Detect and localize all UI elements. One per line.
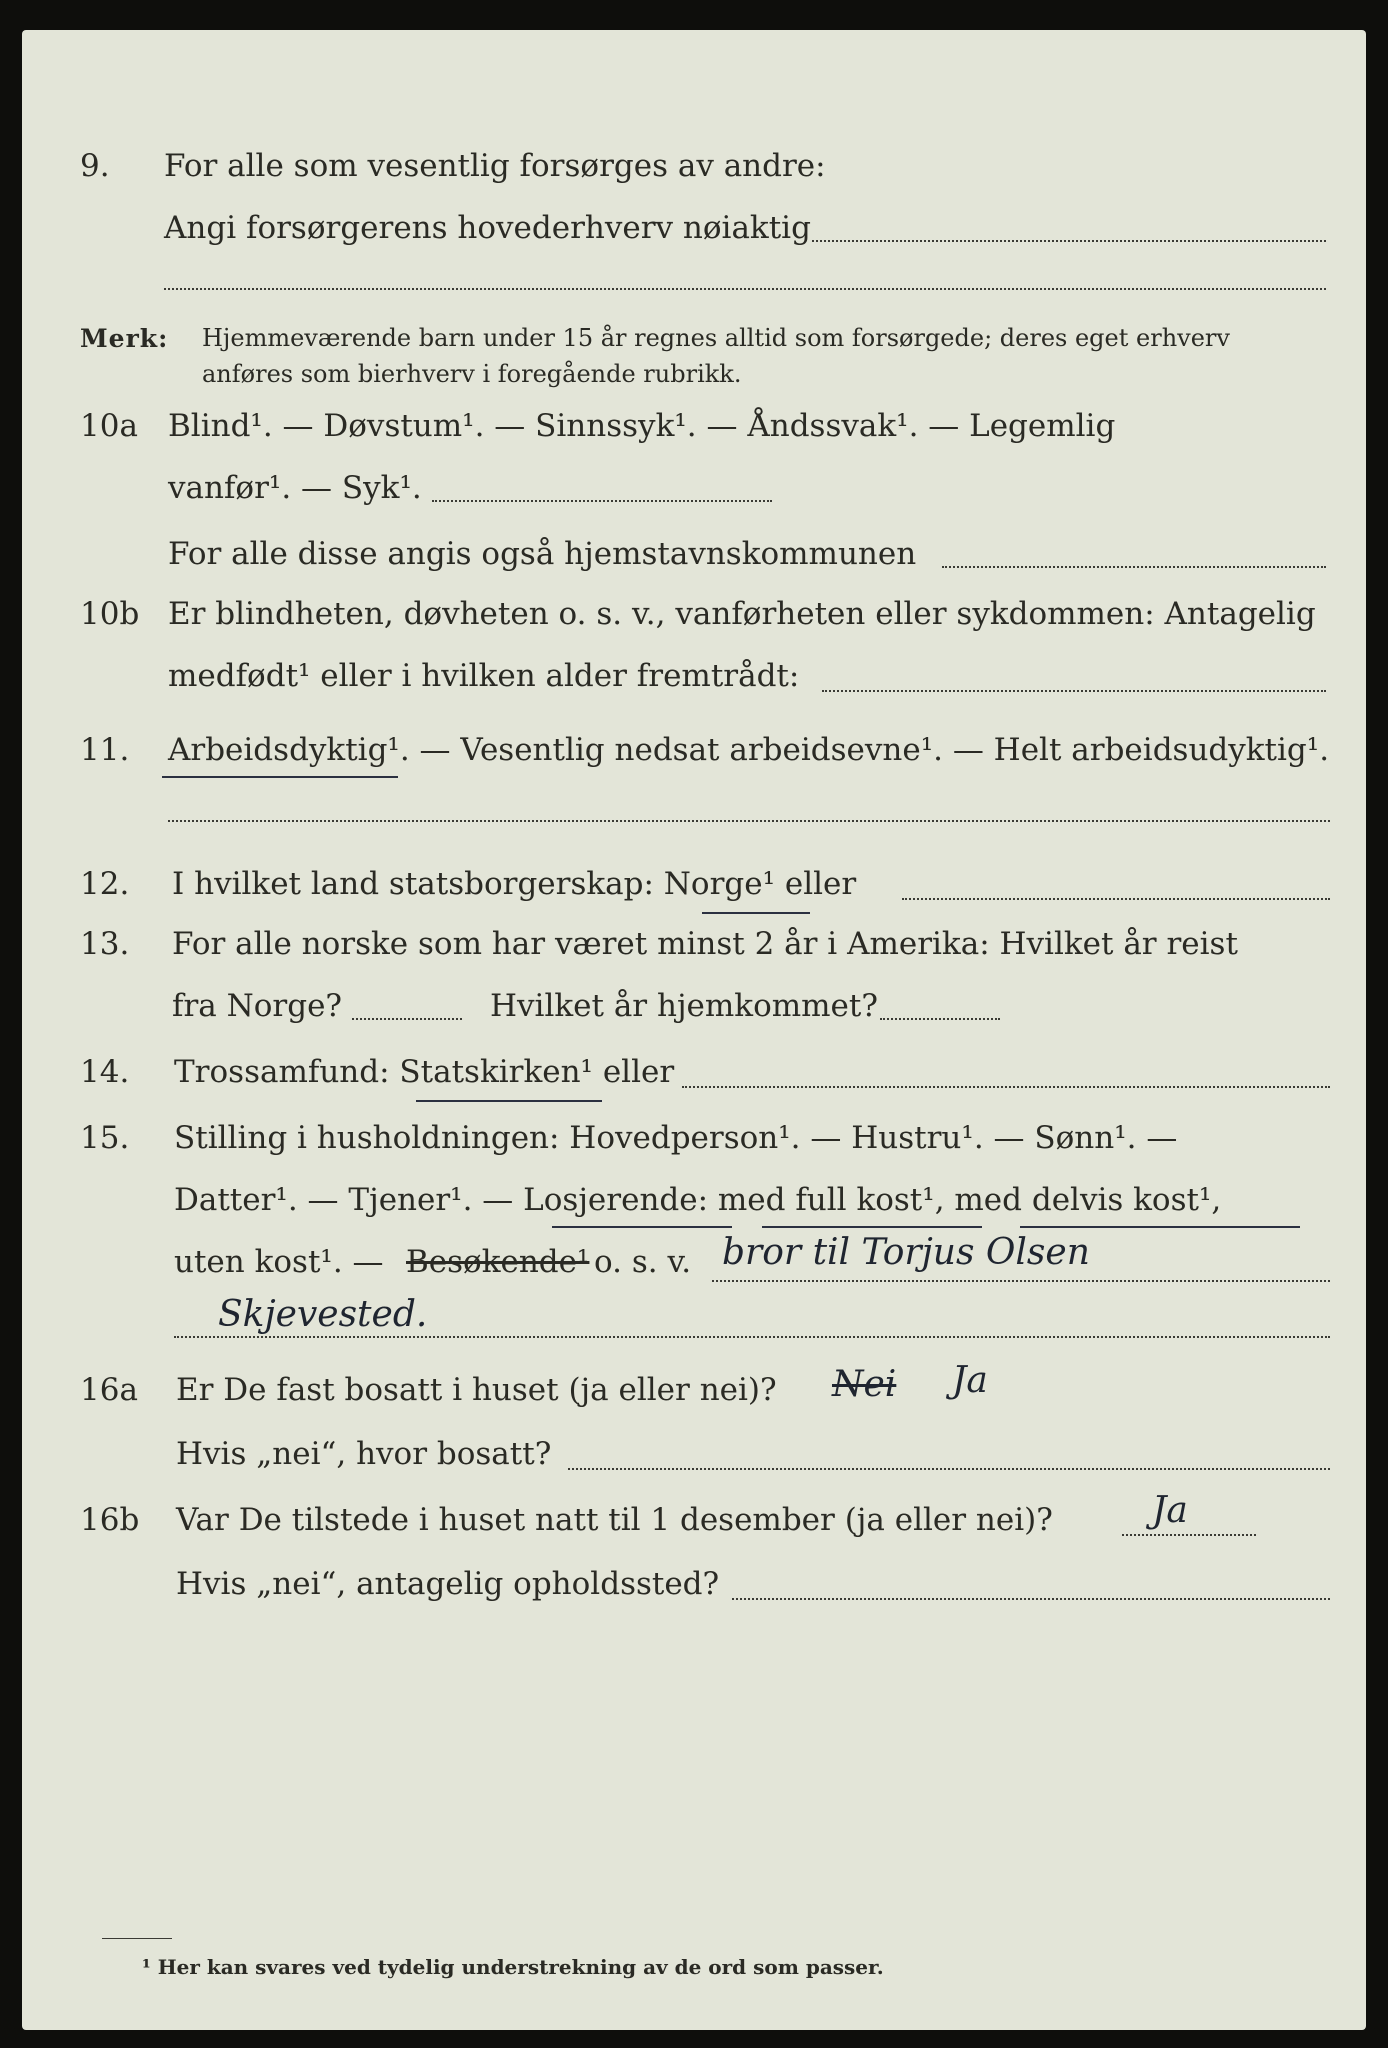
question-text: I hvilket land statsborgerskap: Norge¹ eller [172,866,857,902]
question-number: 10a [80,408,138,444]
question-text: For alle disse angis også hjemstavnskommunen [168,536,917,572]
answer-line[interactable] [942,566,1326,568]
note-text: anføres som bierhverv i foregående rubrikk. [202,360,742,388]
handwritten-answer: Ja [1152,1490,1188,1531]
handwritten-answer: bror til Torjus Olsen [722,1232,1090,1273]
question-text: For alle som vesentlig forsørges av andre: [164,148,826,184]
note-text: Hjemmeværende barn under 15 år regnes alltid som forsørgede; deres eget erhverv [202,324,1230,352]
question-number: 9. [80,148,110,184]
question-text: uten kost¹. — [174,1244,384,1280]
answer-line[interactable] [174,1336,1330,1338]
question-text: Blind¹. — Døvstum¹. — Sinnssyk¹. — Åndssvak¹. — Legemlig [168,408,1116,444]
answer-line[interactable] [822,690,1326,692]
handwritten-underline [416,1100,602,1102]
handwritten-underline [162,776,398,778]
note-label: Merk: [80,324,169,353]
question-text: Er De fast bosatt i huset (ja eller nei)? [176,1372,777,1408]
question-number: 13. [80,926,130,962]
question-text: medfødt¹ eller i hvilken alder fremtrådt: [168,658,800,694]
handwritten-underline [762,1226,982,1228]
handwritten-answer: Skjevested. [218,1294,428,1335]
question-number: 10b [80,596,140,632]
question-number: 12. [80,866,130,902]
answer-line[interactable] [880,1018,1000,1020]
handwritten-answer-struck: Nei [832,1364,897,1405]
question-text: Datter¹. — Tjener¹. — Losjerende: med full kost¹, med delvis kost¹, [174,1182,1222,1218]
answer-line[interactable] [352,1018,462,1020]
question-text: Hvis „nei“, antagelig opholdssted? [176,1566,720,1602]
answer-line[interactable] [682,1086,1330,1088]
question-text: Hvis „nei“, hvor bosatt? [176,1436,552,1472]
question-number: 16a [80,1372,138,1408]
question-text: vanfør¹. — Syk¹. [168,470,422,506]
question-text: Hvilket år hjemkommet? [490,988,878,1024]
census-form-page [22,30,1366,2030]
question-text: Angi forsørgerens hovederhverv nøiaktig [164,210,811,246]
answer-line[interactable] [168,820,1330,822]
handwritten-underline [702,912,810,914]
question-text: Stilling i husholdningen: Hovedperson¹. — Hustru¹. — Sønn¹. — [174,1120,1178,1156]
handwritten-answer: Ja [952,1360,988,1401]
question-text: fra Norge? [172,988,343,1024]
answer-line[interactable] [902,898,1330,900]
answer-line[interactable] [432,500,772,502]
question-number: 14. [80,1054,130,1090]
question-number: 16b [80,1502,140,1538]
answer-line[interactable] [712,1280,1330,1282]
answer-line[interactable] [1122,1534,1256,1536]
question-text: For alle norske som har været minst 2 år i Amerika: Hvilket år reist [172,926,1238,962]
question-number: 15. [80,1120,130,1156]
answer-line[interactable] [568,1468,1330,1470]
question-text: Trossamfund: Statskirken¹ eller [174,1054,675,1090]
handwritten-underline [552,1226,732,1228]
answer-line[interactable] [732,1598,1330,1600]
question-text: Var De tilstede i huset natt til 1 desember (ja eller nei)? [176,1502,1053,1538]
answer-line[interactable] [812,240,1326,242]
question-text-struck: Besøkende¹ [406,1244,590,1280]
answer-line[interactable] [164,288,1326,290]
footnote: ¹ Her kan svares ved tydelig understrekning av de ord som passer. [142,1955,884,1979]
handwritten-underline [1020,1226,1300,1228]
question-text: Er blindheten, døvheten o. s. v., vanførheten eller sykdommen: Antagelig [168,596,1316,632]
question-text: o. s. v. [594,1244,692,1280]
footnote-divider [102,1938,172,1939]
question-number: 11. [80,732,130,768]
question-text: Arbeidsdyktig¹. — Vesentlig nedsat arbeidsevne¹. — Helt arbeidsudyktig¹. [168,732,1330,768]
